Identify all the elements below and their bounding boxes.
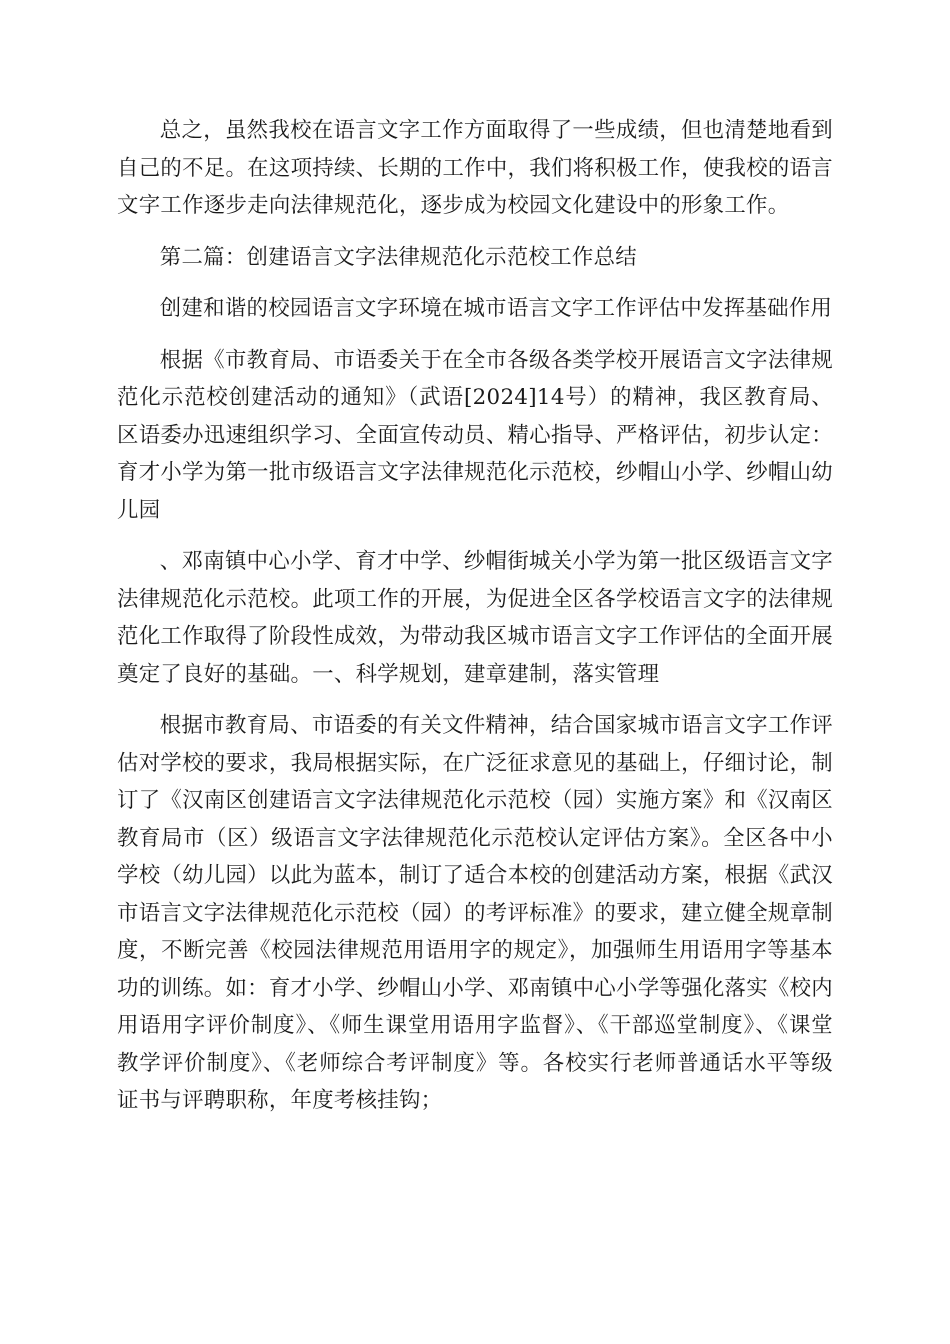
section-title: 第二篇：创建语言文字法律规范化示范校工作总结 <box>159 244 637 270</box>
paragraph-background: 根据《市教育局、市语委关于在全市各级各类学校开展语言文字法律规范化示范校创建活动的通知》（武语[2024]14号）的精神，我区教育局、区语委办迅速组织学习、全面宣传动员、精心指导、严格评估，初步认定：育才小学为第一批市级语言文字法律规范化示范校，纱帽山小学、纱帽山幼儿园 <box>117 347 833 523</box>
paragraph-continuation: 、邓南镇中心小学、育才中学、纱帽街城关小学为第一批区级语言文字法律规范化示范校。此项工作的开展，为促进全区各学校语言文字的法律规范化工作取得了阶段性成效，为带动我区城市语言文字工作评估的全面开展奠定了良好的基础。一、科学规划，建章建制，落实管理 <box>117 549 833 687</box>
paragraph-planning: 根据市教育局、市语委的有关文件精神，结合国家城市语言文字工作评估对学校的要求，我局根据实际，在广泛征求意见的基础上，仔细讨论，制订了《汉南区创建语言文字法律规范化示范校（园）实施方案》和《汉南区教育局市（区）级语言文字法律规范化示范校认定评估方案》。全区各中小学校（幼儿园）以此为蓝本，制订了适合本校的创建活动方案，根据《武汉市语言文字法律规范化示范校（园）的考评标准》的要求，建立健全规章制度，不断完善《校园法律规范用语用字的规定》，加强师生用语用字等基本功的训练。如：育才小学、纱帽山小学、邓南镇中心小学等强化落实《校内用语用字评价制度》、《师生课堂用语用字监督》、《干部巡堂制度》、《课堂教学评价制度》、《老师综合考评制度》等。各校实行老师普通话水平等级证书与评聘职称，年度考核挂钩； <box>117 713 833 1113</box>
paragraph-conclusion: 总之，虽然我校在语言文字工作方面取得了一些成绩，但也清楚地看到自己的不足。在这项持续、长期的工作中，我们将积极工作，使我校的语言文字工作逐步走向法律规范化，逐步成为校园文化建设中的形象工作。 <box>117 118 833 218</box>
document-page <box>117 112 833 1134</box>
section-subtitle: 创建和谐的校园语言文字环境在城市语言文字工作评估中发挥基础作用 <box>159 296 833 321</box>
